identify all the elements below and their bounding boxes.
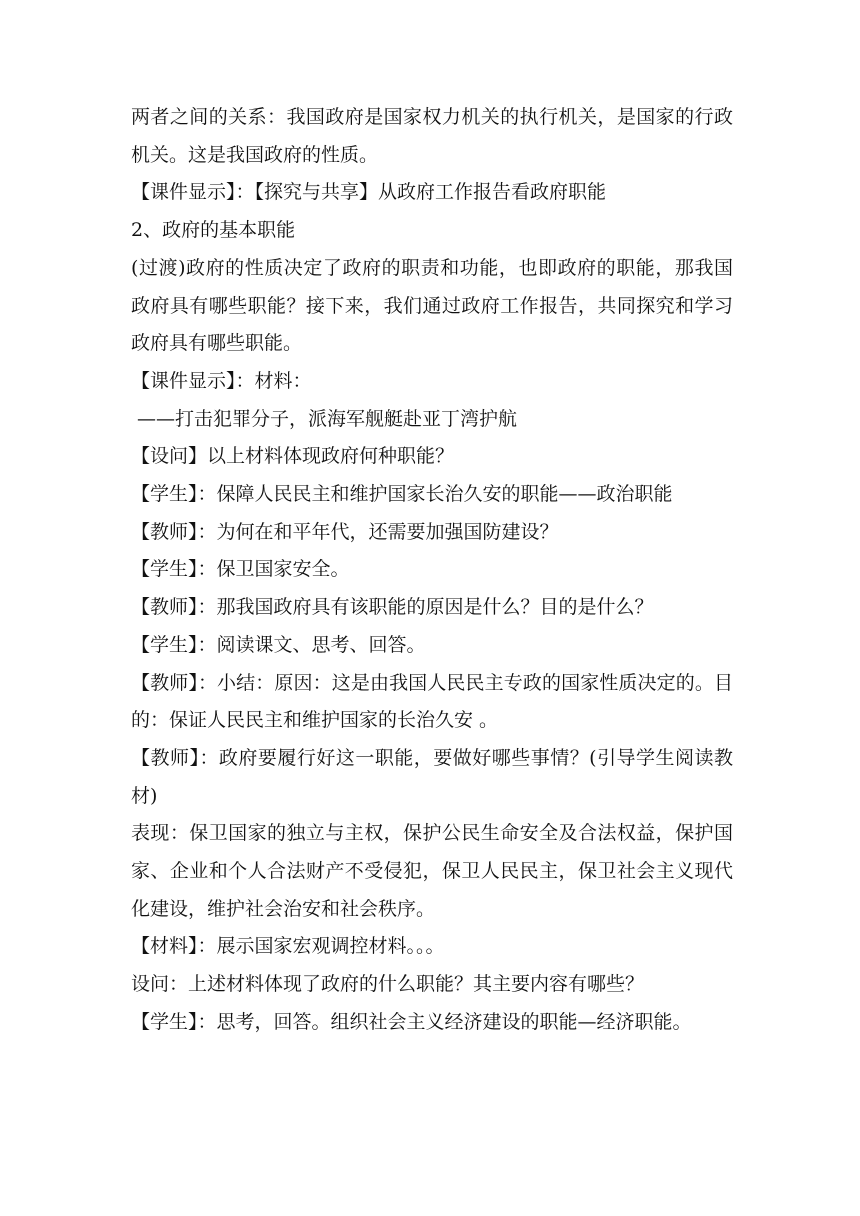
- paragraph-teacher-3: 【教师】：政府要履行好这一职能，要做好哪些事情？(引导学生阅读教材): [131, 746, 733, 807]
- paragraph-student-1: 【学生】：保障人民民主和维护国家长治久安的职能——政治职能: [131, 483, 673, 506]
- paragraph-student-2: 【学生】：保卫国家安全。: [131, 558, 350, 581]
- paragraph-teacher-summary: 【教师】：小结：原因：这是由我国人民民主专政的国家性质决定的。目的：保证人民民主和维护国家的长治久安 。: [131, 671, 733, 732]
- paragraph-manifestation: 表现：保卫国家的独立与主权，保护公民生命安全及合法权益，保护国家、企业和个人合法财产不受侵犯，保卫人民民主，保卫社会主义现代化建设，维护社会治安和社会秩序。: [131, 822, 733, 920]
- paragraph-student-3: 【学生】：阅读课文、思考、回答。: [131, 633, 426, 656]
- paragraph-relationship: 两者之间的关系：我国政府是国家权力机关的执行机关，是国家的行政机关。这是我国政府的性质。: [131, 106, 733, 166]
- paragraph-student-4: 【学生】：思考，回答。组织社会主义经济建设的职能—经济职能。: [131, 1010, 692, 1033]
- paragraph-courseware-explore: 【课件显示】：【探究与共享】从政府工作报告看政府职能: [131, 181, 607, 204]
- paragraph-courseware-material: 【课件显示】：材料：: [131, 369, 312, 392]
- paragraph-material-content: ——打击犯罪分子，派海军舰艇赴亚丁湾护航: [137, 407, 518, 430]
- paragraph-question-1: 【设问】以上材料体现政府何种职能？: [131, 445, 455, 468]
- document-body: [131, 99, 733, 1042]
- paragraph-transition: (过渡)政府的性质决定了政府的职责和功能，也即政府的职能，那我国政府具有哪些职能？接下来，我们通过政府工作报告，共同探究和学习政府具有哪些职能。: [131, 256, 733, 355]
- section-heading-basic-functions: 2、政府的基本职能: [131, 219, 296, 242]
- paragraph-question-2: 设问：上述材料体现了政府的什么职能？其主要内容有哪些？: [131, 973, 645, 996]
- paragraph-teacher-1: 【教师】：为何在和平年代，还需要加强国防建设？: [131, 520, 559, 543]
- paragraph-material-macro: 【材料】：展示国家宏观调控材料。。。: [131, 935, 445, 958]
- paragraph-teacher-2: 【教师】：那我国政府具有该职能的原因是什么？目的是什么？: [131, 596, 654, 619]
